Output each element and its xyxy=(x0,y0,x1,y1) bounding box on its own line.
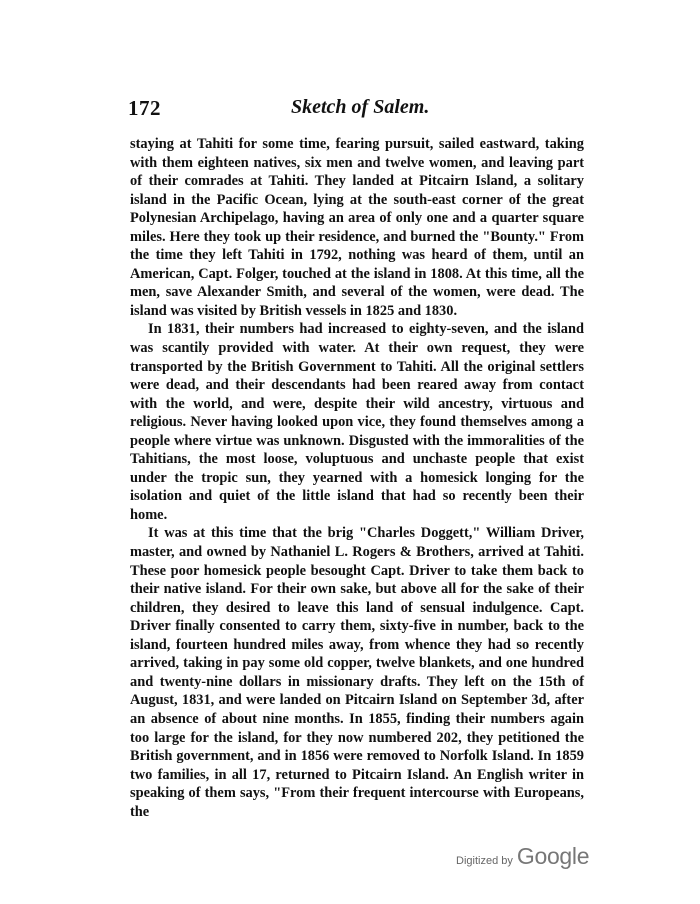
paragraph-continuation: staying at Tahiti for some time, fearing pursuit, sailed eastward, taking with them eighteen natives, six men and twelve women, and leaving part of their comrades at Tahiti. They landed at Pitcairn Island, a solitary island in the Pacific Ocean, lying at the south-east corner of the great Polynesian Archipelago, having an area of only one and a quarter square miles. Here they took up their residence, and burned the "Bounty." From the time they left Tahiti in 1792, nothing was heard of them, until an American, Capt. Folger, touched at the island in 1808. At this time, all the men, save Alexander Smith, and several of the women, were dead. The island was visited by British vessels in 1825 and 1830. xyxy=(130,136,584,319)
digitized-by-watermark xyxy=(456,843,589,870)
paragraph: In 1831, their numbers had increased to eighty-seven, and the island was scantily provided with water. At their own request, they were transported by the British Government to Tahiti. All the original settlers were dead, and their descendants had been reared away from contact with the world, and were, despite their wild ancestry, virtuous and religious. Never having looked upon vice, they found themselves among a people where virtue was unknown. Disgusted with the immoralities of the Tahitians, the most loose, voluptuous and unchaste people that exist under the tropic sun, they yearned with a homesick longing for the isolation and quiet of the little island that had so recently been their home. xyxy=(130,321,584,523)
watermark-prefix: Digitized by xyxy=(456,855,513,867)
paragraph: It was at this time that the brig "Charles Doggett," William Driver, master, and owned by Nathaniel L. Rogers & Brothers, arrived at Tahiti. These poor homesick people besought Capt. Driver to take them back to their native island. For their own sake, but above all for the sake of their children, they desired to leave this land of sensual indulgence. Capt. Driver finally consented to carry them, sixty-five in number, back to the island, fourteen hundred miles away, from whence they had so recently arrived, taking in pay some old copper, twelve blankets, and one hundred and twenty-nine dollars in missionary drafts. They left on the 15th of August, 1831, and were landed on Pitcairn Island on September 3d, after an absence of about nine months. In 1855, finding their numbers again too large for the island, for they now numbered 202, they petitioned the British government, and in 1856 were removed to Norfolk Island. In 1859 two families, in all 17, returned to Pitcairn Island. An English writer in speaking of them says, "From their frequent intercourse with Europeans, the xyxy=(130,525,584,820)
running-title: Sketch of Salem. xyxy=(291,96,430,118)
google-logo: Google xyxy=(516,843,590,869)
page-header xyxy=(128,96,578,124)
body-text xyxy=(130,135,584,821)
page-number: 172 xyxy=(128,96,161,120)
